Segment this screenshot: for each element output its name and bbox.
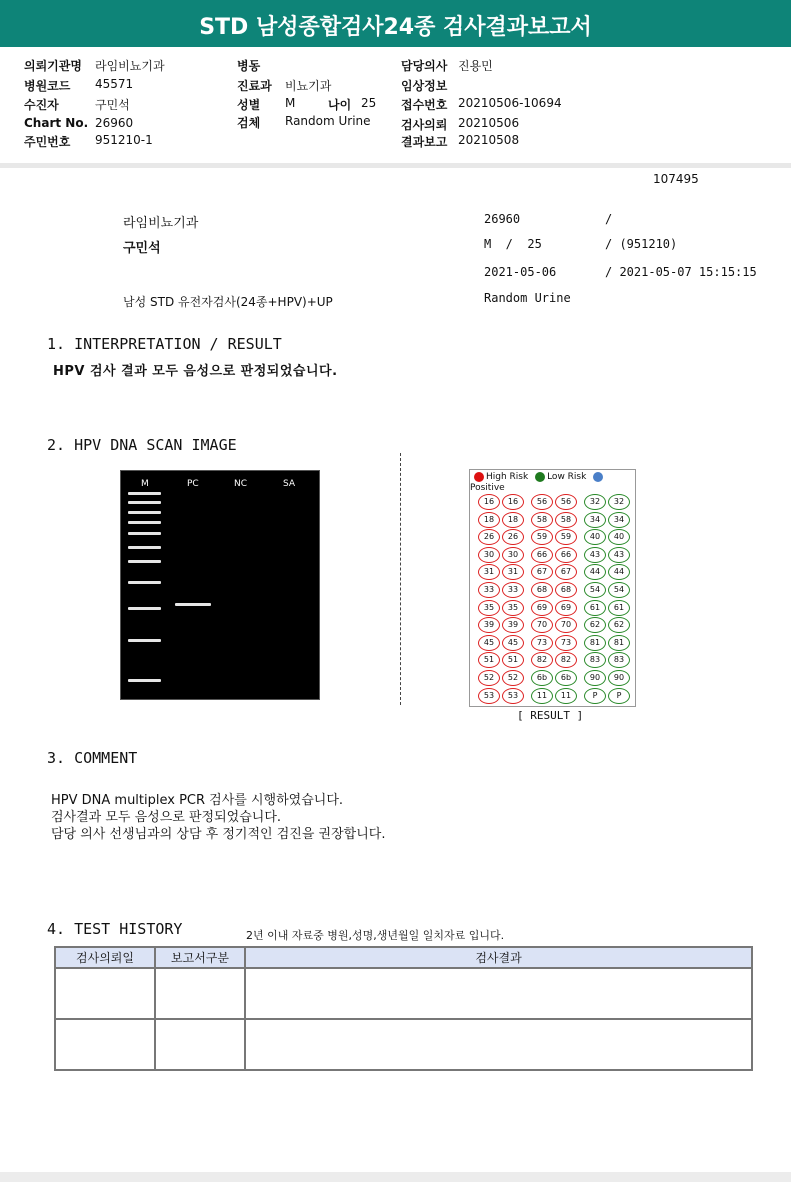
report-title: STD 남성종합검사24종 검사결과보고서	[0, 0, 791, 47]
gel-electrophoresis-image	[120, 470, 320, 700]
hospital-code-label: 병원코드	[24, 79, 71, 93]
gel-lane-label: SA	[283, 479, 296, 489]
low-risk-dot-icon	[535, 472, 545, 482]
info-hospital: 라임비뇨기과	[123, 216, 199, 231]
request-date-value: 20210506	[458, 116, 520, 130]
chip-caption: [ RESULT ]	[517, 709, 584, 722]
hpv-spot: 16	[502, 494, 524, 510]
gel-lane-label: M	[141, 479, 149, 489]
table-cell	[245, 1019, 752, 1070]
marker-band	[128, 521, 161, 524]
image-divider	[400, 453, 401, 705]
hpv-spot: 66	[531, 547, 553, 563]
interpretation-text: HPV 검사 결과 모두 음성으로 판정되었습니다.	[53, 364, 338, 379]
department-label: 진료과	[237, 79, 272, 93]
hospital-code-value: 45571	[95, 77, 134, 91]
hpv-spot: 45	[478, 635, 500, 651]
specimen-label: 검체	[237, 116, 261, 130]
hpv-spot: 69	[531, 600, 553, 616]
department-value: 비뇨기과	[285, 79, 332, 93]
hpv-spot: 68	[555, 582, 577, 598]
hpv-spot: 54	[584, 582, 606, 598]
hpv-spot: 62	[584, 617, 606, 633]
table-cell	[155, 1019, 245, 1070]
gel-lane-label: PC	[187, 479, 199, 489]
hpv-spot: 59	[531, 529, 553, 545]
hpv-spot: 33	[478, 582, 500, 598]
clinical-info-label: 임상정보	[401, 79, 448, 93]
info-chart: 26960	[484, 212, 521, 226]
hpv-spot: P	[608, 688, 630, 704]
hpv-spot: 70	[531, 617, 553, 633]
receipt-no-label: 접수번호	[401, 98, 448, 112]
hpv-spot: 81	[584, 635, 606, 651]
sex-label: 성별	[237, 98, 261, 112]
hpv-spot: 34	[608, 512, 630, 528]
section-3-title: 3. COMMENT	[47, 749, 138, 767]
section-4-title: 4. TEST HISTORY	[47, 920, 183, 938]
hpv-spot: 18	[502, 512, 524, 528]
hpv-spot: 70	[555, 617, 577, 633]
hpv-spot: 58	[531, 512, 553, 528]
test-history-table	[54, 946, 753, 1071]
table-row	[55, 968, 752, 1019]
column-header: 보고서구분	[155, 947, 245, 968]
hpv-spot: 90	[608, 670, 630, 686]
table-cell	[55, 1019, 155, 1070]
high-risk-dot-icon	[474, 472, 484, 482]
hpv-spot: 83	[584, 652, 606, 668]
resident-no-value: 951210-1	[95, 133, 153, 147]
page-footer-bar	[0, 1172, 791, 1182]
gel-lane-label: NC	[234, 479, 248, 489]
info-test-name: 남성 STD 유전자검사(24종+HPV)+UP	[123, 295, 333, 309]
hpv-spot: 32	[608, 494, 630, 510]
hospital-value: 라임비뇨기과	[95, 59, 165, 73]
table-cell	[55, 968, 155, 1019]
resident-no-label: 주민번호	[24, 135, 71, 149]
positive-dot-icon	[593, 472, 603, 482]
hpv-spot: 11	[531, 688, 553, 704]
hpv-spot: 73	[555, 635, 577, 651]
hpv-spot: 44	[584, 564, 606, 580]
hpv-spot: 59	[555, 529, 577, 545]
hpv-spot: 53	[478, 688, 500, 704]
report-header	[0, 53, 791, 153]
hpv-spot: 56	[531, 494, 553, 510]
chip-legend	[470, 472, 635, 493]
hpv-spot: 67	[531, 564, 553, 580]
marker-band	[128, 639, 161, 642]
info-sex-age: M / 25	[484, 237, 542, 251]
hpv-spot: 33	[502, 582, 524, 598]
marker-band	[128, 560, 161, 563]
hpv-spot: 39	[478, 617, 500, 633]
marker-band	[128, 607, 161, 610]
hpv-spot: 35	[502, 600, 524, 616]
column-header: 검사결과	[245, 947, 752, 968]
hpv-spot: 56	[555, 494, 577, 510]
marker-band	[128, 532, 161, 535]
pc-band	[175, 603, 211, 606]
hpv-spot: 58	[555, 512, 577, 528]
hpv-spot: 45	[502, 635, 524, 651]
report-number: 107495	[653, 172, 699, 186]
hpv-spot: 26	[502, 529, 524, 545]
request-date-label: 검사의뢰	[401, 118, 448, 132]
hpv-spot: P	[584, 688, 606, 704]
hpv-spot: 51	[478, 652, 500, 668]
hpv-spot: 30	[502, 547, 524, 563]
hpv-spot: 69	[555, 600, 577, 616]
hpv-dna-chip	[469, 469, 636, 707]
hpv-spot: 43	[584, 547, 606, 563]
marker-band	[128, 546, 161, 549]
marker-band	[128, 679, 161, 682]
hpv-spot: 54	[608, 582, 630, 598]
hpv-spot: 81	[608, 635, 630, 651]
column-header: 검사의뢰일	[55, 947, 155, 968]
hpv-spot: 32	[584, 494, 606, 510]
sex-value: M	[285, 96, 296, 110]
section-2-title: 2. HPV DNA SCAN IMAGE	[47, 436, 237, 454]
hpv-spot: 67	[555, 564, 577, 580]
hpv-spot: 30	[478, 547, 500, 563]
hpv-spot: 66	[555, 547, 577, 563]
info-reported-datetime: / 2021-05-07 15:15:15	[605, 265, 757, 279]
table-cell	[245, 968, 752, 1019]
ward-label: 병동	[237, 59, 261, 73]
patient-label: 수진자	[24, 98, 59, 112]
table-cell	[155, 968, 245, 1019]
hpv-spot: 62	[608, 617, 630, 633]
hpv-spot: 90	[584, 670, 606, 686]
hpv-spot: 31	[478, 564, 500, 580]
hpv-spot: 40	[584, 529, 606, 545]
age-value: 25	[361, 96, 377, 110]
chart-label: Chart No.	[24, 116, 89, 130]
age-label: 나이	[328, 98, 352, 112]
hpv-spot: 53	[502, 688, 524, 704]
hpv-spot: 18	[478, 512, 500, 528]
hpv-spot: 73	[531, 635, 553, 651]
doctor-label: 담당의사	[401, 59, 448, 73]
info-received-date: 2021-05-06	[484, 265, 557, 279]
info-patient: 구민석	[123, 241, 161, 256]
hpv-spot: 40	[608, 529, 630, 545]
hpv-spot: 52	[478, 670, 500, 686]
hpv-spot: 44	[608, 564, 630, 580]
legend-high-risk: High Risk	[486, 472, 529, 482]
section-1-title: 1. INTERPRETATION / RESULT	[47, 335, 282, 353]
table-header-row	[55, 947, 752, 968]
hpv-spot: 34	[584, 512, 606, 528]
comment-line: HPV DNA multiplex PCR 검사를 시행하였습니다.	[51, 793, 344, 808]
patient-value: 구민석	[95, 98, 130, 112]
hpv-spot: 43	[608, 547, 630, 563]
specimen-value: Random Urine	[285, 114, 371, 128]
hpv-spot: 16	[478, 494, 500, 510]
info-birth: / (951210)	[605, 237, 678, 251]
info-slash: /	[605, 212, 613, 226]
marker-band	[128, 511, 161, 514]
hospital-label: 의뢰기관명	[24, 59, 82, 73]
hpv-spot: 6b	[531, 670, 553, 686]
hpv-spot: 52	[502, 670, 524, 686]
marker-band	[128, 492, 161, 495]
doctor-value: 진용민	[458, 59, 493, 73]
hpv-spot: 39	[502, 617, 524, 633]
hpv-spot: 51	[502, 652, 524, 668]
hpv-spot: 6b	[555, 670, 577, 686]
legend-low-risk: Low Risk	[547, 472, 587, 482]
hpv-spot: 61	[584, 600, 606, 616]
chart-value: 26960	[95, 116, 134, 130]
report-date-value: 20210508	[458, 133, 520, 147]
marker-band	[128, 581, 161, 584]
hpv-spot: 11	[555, 688, 577, 704]
comment-line: 담당 의사 선생님과의 상담 후 정기적인 검진을 권장합니다.	[51, 827, 386, 842]
hpv-spot: 61	[608, 600, 630, 616]
receipt-no-value: 20210506-10694	[458, 96, 562, 110]
report-date-label: 결과보고	[401, 135, 448, 149]
hpv-spot: 68	[531, 582, 553, 598]
history-note: 2년 이내 자료중 병원,성명,생년월일 일치자료 입니다.	[246, 929, 505, 942]
hpv-spot: 83	[608, 652, 630, 668]
table-row	[55, 1019, 752, 1070]
hpv-spot: 31	[502, 564, 524, 580]
comment-line: 검사결과 모두 음성으로 판정되었습니다.	[51, 810, 282, 825]
hpv-spot: 82	[555, 652, 577, 668]
marker-band	[128, 501, 161, 504]
hpv-spot: 26	[478, 529, 500, 545]
info-specimen: Random Urine	[484, 291, 571, 305]
legend-positive: Positive	[470, 482, 505, 493]
header-divider	[0, 163, 791, 168]
hpv-spot: 82	[531, 652, 553, 668]
hpv-spot: 35	[478, 600, 500, 616]
